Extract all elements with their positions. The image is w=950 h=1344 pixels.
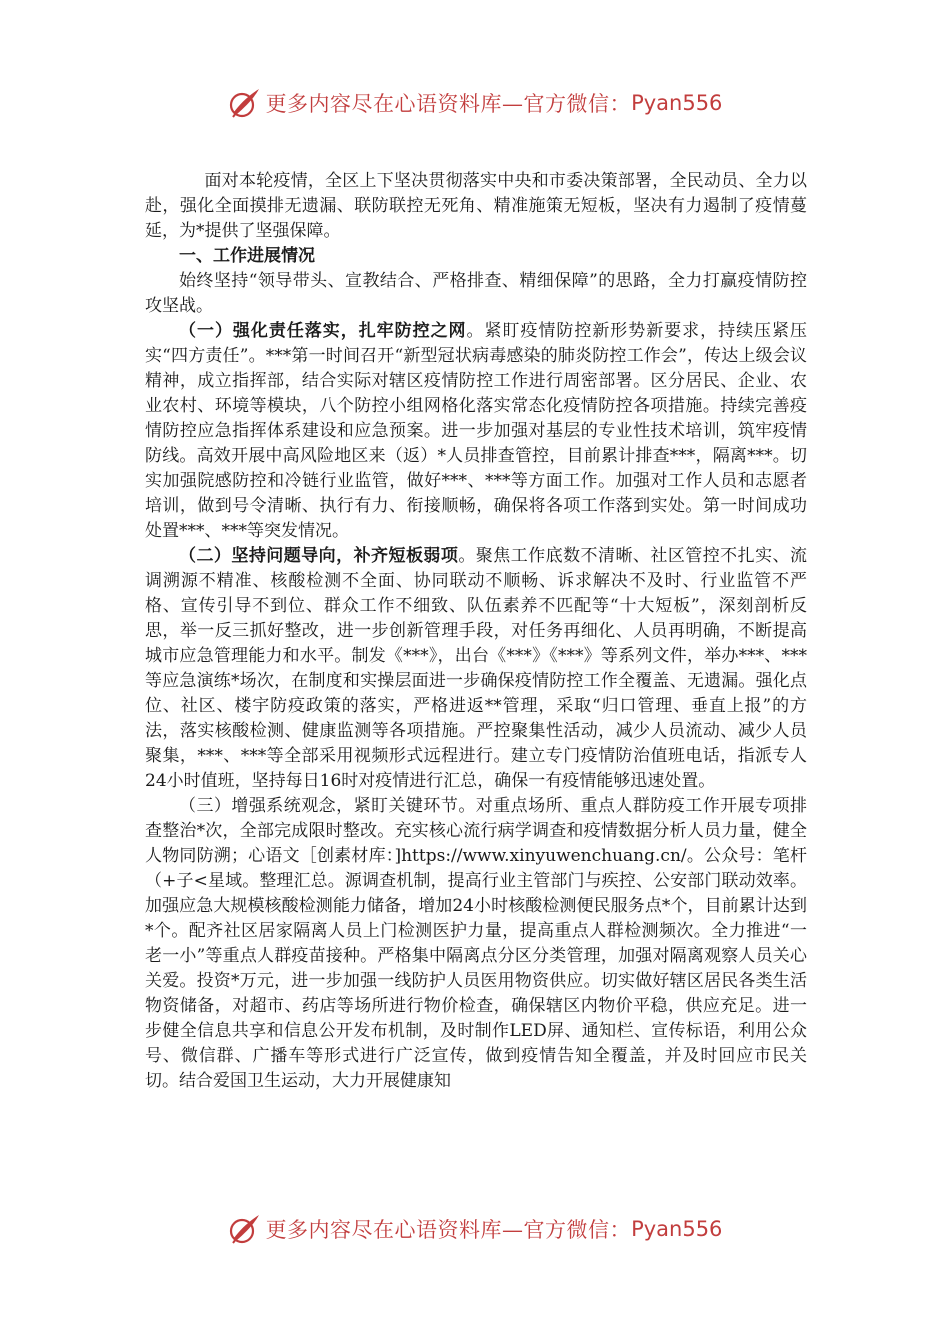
subsection-1-body: 。紧盯疫情防控新形势新要求，持续压紧压实“四方责任”。***第一时间召开“新型冠状病毒感染的肺炎防控工作会”，传达上级会议精神，成立指挥部，结合实际对辖区疫情防控工作进行周密部署。区分居民、企业、农业农村、环境等模块，八个防控小组网格化落实常态化疫情防控各项措施。持续完善疫情防控应急指挥体系建设和应急预案。进一步加强对基层的专业性技术培训，筑牢疫情防线。高效开展中高风险地区来（返）*人员排查管控，目前累计排查***，隔离***。切实加强院感防控和冷链行业监管，做好***、***等方面工作。加强对工作人员和志愿者培训，做到号令清晰、执行有力、衔接顺畅，确保将各项工作落到实处。第一时间成功处置***、***等突发情况。 [145, 321, 808, 541]
subsection-2-body: 。聚焦工作底数不清晰、社区管控不扎实、流调溯源不精准、核酸检测不全面、协同联动不顺畅、诉求解决不及时、行业监管不严格、宣传引导不到位、群众工作不细致、队伍素养不匹配等“十大短板”，深刻剖析反思，举一反三抓好整改，进一步创新管理手段，对任务再细化、人员再明确，不断提高城市应急管理能力和水平。制发《***》，出台《***》《***》等系列文件，举办***、***等应急演练*场次，在制度和实操层面进一步确保疫情防控工作全覆盖、无遗漏。强化点位、社区、楼宇防疫政策的落实，严格进返**管理，采取“归口管理、垂直上报”的方法，落实核酸检测、健康监测等各项措施。严控聚集性活动，减少人员流动、减少人员聚集，***、***等全部采用视频形式远程进行。建立专门疫情防治值班电话，指派专人24小时值班，坚持每日16时对疫情进行汇总，确保一有疫情能够迅速处置。 [145, 546, 808, 791]
subsection-3-text-a: （三）增强系统观念，紧盯关键环节。对重点场所、重点人群防疫工作开展专项排查整治*次，全部完成限时整改。充实核心流行病学调查和疫情数据分析人员力量，健全人物同防溯；心语文［创素材库： [145, 796, 807, 866]
subsection-3 [145, 794, 807, 1094]
watermark-text: 更多内容尽在心语资料库—官方微信： [265, 1218, 632, 1242]
quill-logo-icon [228, 1212, 262, 1246]
quill-logo-icon [228, 86, 262, 120]
subsection-3-text-b: 。公众号：笔杆（+子<星域。整理汇总。源调查机制，提高行业主管部门与疾控、公安部门联动效率。加强应急大规模核酸检测能力储备，增加24小时核酸检测便民服务点*个，目前累计达到*个。配齐社区居家隔离人员上门检测医护力量，提高重点人群检测频次。全力推进“一老一小”等重点人群疫苗接种。严格集中隔离点分区分类管理，加强对隔离观察人员关心关爱。投资*万元，进一步加强一线防护人员医用物资供应。切实做好辖区居民各类生活物资储备，对超市、药店等场所进行物价检查，确保辖区内物价平稳，供应充足。进一步健全信息共享和信息公开发布机制，及时制作LED屏、通知栏、宣传标语，利用公众号、微信群、广播车等形式进行广泛宣传，做到疫情告知全覆盖，并及时回应市民关切。结合爱国卫生运动，大力开展健康知 [145, 846, 808, 1091]
watermark-text: 更多内容尽在心语资料库—官方微信： [265, 92, 632, 116]
subsection-2 [145, 544, 807, 794]
subsection-2-title: （二）坚持问题导向，补齐短板弱项 [179, 546, 459, 566]
intro-paragraph: 面对本轮疫情，全区上下坚决贯彻落实中央和市委决策部署，全民动员、全力以赴，强化全面摸排无遗漏、联防联控无死角、精准施策无短板，坚决有力遏制了疫情蔓延，为*提供了坚强保障。 [145, 171, 807, 241]
section-heading: 一、工作进展情况 [179, 246, 315, 266]
watermark-wechat-id: Pyan556 [631, 1217, 723, 1241]
watermark-bottom [0, 1209, 950, 1249]
subsection-3-url: ]https://www.xinyuwenchuang.cn/ [394, 846, 687, 866]
subsection-1-title: （一）强化责任落实，扎牢防控之网 [179, 321, 467, 341]
watermark-top [0, 83, 950, 123]
overview-paragraph: 始终坚持“领导带头、宣教结合、严格排查、精细保障”的思路，全力打赢疫情防控攻坚战。 [145, 271, 807, 316]
subsection-1 [145, 319, 807, 544]
watermark-wechat-id: Pyan556 [631, 91, 723, 115]
document-body [145, 169, 807, 1094]
